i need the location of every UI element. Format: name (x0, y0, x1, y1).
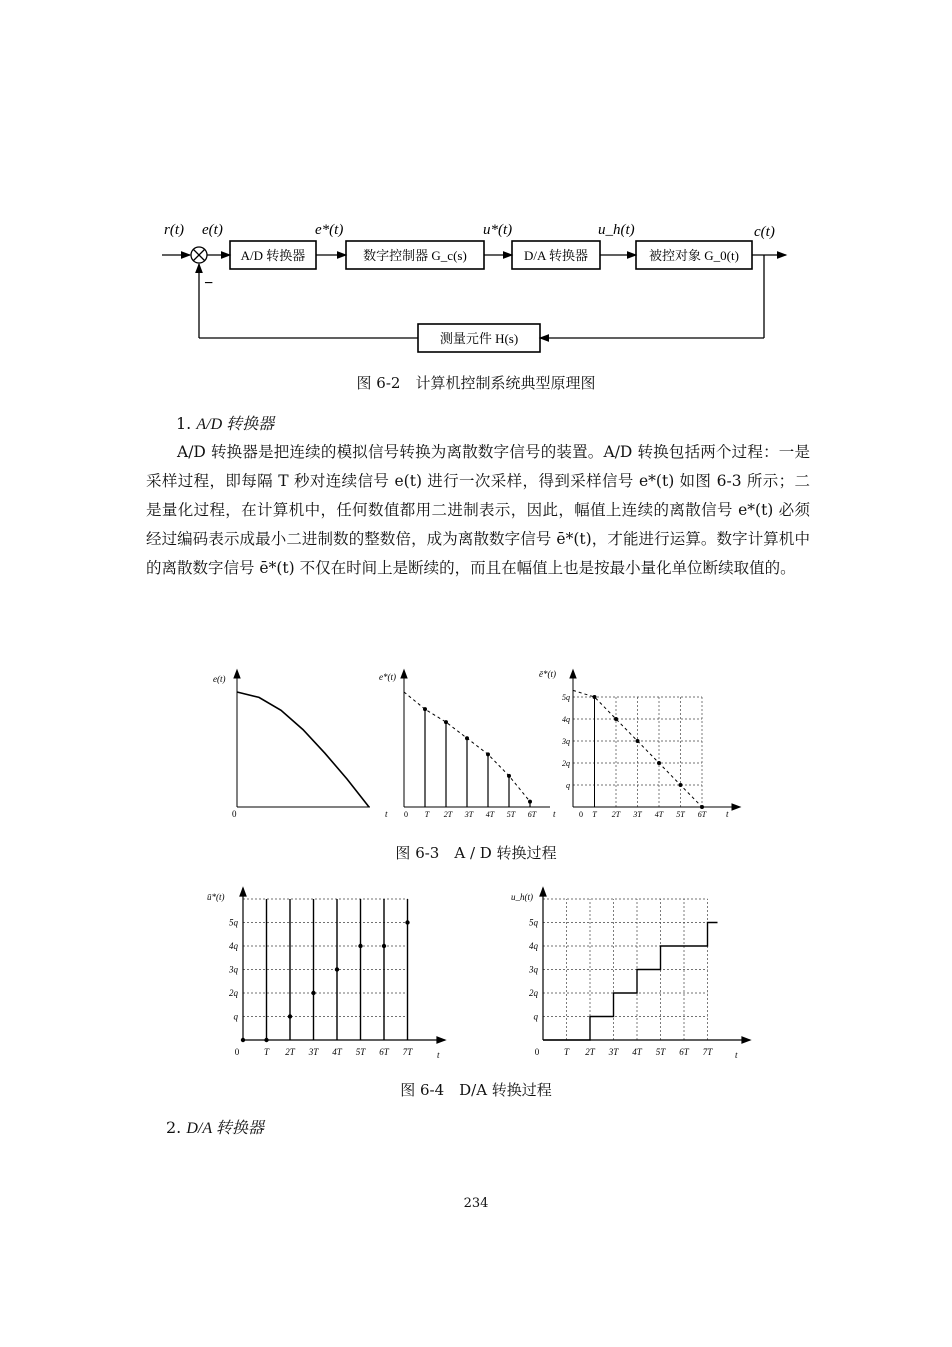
q1-x-tick: 3T (308, 1047, 319, 1057)
q2-x-tick: 6T (679, 1047, 689, 1057)
p3-ylabel: ē*(t) (539, 669, 556, 679)
q2-xlabel: t (735, 1050, 738, 1060)
q1-point (335, 967, 339, 971)
q1-point (264, 1038, 268, 1042)
sensor-block-label: 测量元件 H(s) (439, 331, 519, 346)
p2-x-tick: 3T (464, 810, 474, 819)
p2-sample-point (444, 720, 448, 724)
p3-x-tick: T (592, 810, 597, 819)
q2-y-tick: 2q (529, 988, 538, 998)
q1-x-tick: T (263, 1047, 270, 1057)
p2-ylabel: e*(t) (379, 672, 396, 682)
block-diagram (150, 208, 800, 358)
q1-x-tick: 0 (234, 1047, 240, 1057)
sentence-2: A/D 转换包括两个过程：一是采样过程，即每隔 T 秒对连续信号 e(t) 进行一次采样，得到采样信号 e*(t) 如图 6-3 所示；二是量化过程，在计算机中，任何数值都用二进制表示，因此，幅值上连续的离散信号 e*(t) 必须经过编码表示成最小二进制数的整数倍，成为离散数字信号 ē*(t)，才能进行运算。 (146, 443, 810, 548)
q1-point (382, 944, 386, 948)
sentence-1: A/D 转换器是把连续的模拟信号转换为离散数字信号的装置。 (177, 443, 604, 461)
p2-sample-point (486, 752, 490, 756)
q1-point (241, 1038, 245, 1042)
section1-number: 1. (176, 414, 192, 433)
section1-title: A/D 转换器 (196, 416, 275, 433)
label-c: c(t) (754, 224, 775, 240)
fig63-caption: 图 6-3 A / D 转换过程 (395, 844, 557, 862)
p2-x-tick: 0 (404, 810, 408, 819)
p3-y-tick: 3q (562, 737, 570, 746)
q2-y-tick: 5q (529, 917, 538, 928)
p2-sample-point (423, 707, 427, 711)
q1-y-tick: 5q (229, 917, 238, 928)
q2-x-tick: 3T (608, 1047, 619, 1057)
q2-y-tick: q (533, 1011, 538, 1022)
label-u-star: u*(t) (483, 222, 513, 238)
ad-block-label: A/D 转换器 (240, 248, 306, 263)
p3-quant-point (636, 739, 640, 743)
p3-quant-point (700, 805, 704, 809)
q1-x-tick: 5T (355, 1047, 366, 1057)
section2-number: 2. (166, 1118, 182, 1137)
p2-x-tick: 6T (527, 810, 537, 819)
q1-ylabel: ū*(t) (207, 892, 225, 902)
fig63-charts (205, 660, 750, 825)
q1-point (358, 944, 362, 948)
plant-block-label: 被控对象 G_0(t) (649, 248, 739, 263)
p3-y-tick: 2q (562, 759, 570, 768)
q1-x-tick: 2T (285, 1047, 295, 1057)
q1-point (288, 1014, 292, 1018)
section2-heading (166, 1115, 264, 1138)
q1-xlabel: t (437, 1050, 440, 1060)
section2-title: D/A 转换器 (186, 1120, 264, 1137)
fig64-charts (195, 880, 760, 1065)
p3-x-tick: 2T (611, 810, 621, 819)
p3-quant-point (614, 717, 618, 721)
fig62-caption: 图 6-2 计算机控制系统典型原理图 (356, 374, 596, 392)
p3-x-tick: 4T (654, 810, 664, 819)
q1-y-tick: 3q (229, 964, 238, 975)
p3-xlabel: t (726, 809, 729, 819)
q2-x-tick: 0 (534, 1047, 540, 1057)
page-number: 234 (463, 1196, 489, 1211)
q1-point (311, 991, 315, 995)
p3-x-tick: 0 (579, 810, 583, 819)
p3-quant-point (593, 695, 597, 699)
p1-origin: 0 (232, 809, 237, 819)
q1-x-tick: 4T (332, 1047, 342, 1057)
label-uh: u_h(t) (598, 222, 635, 238)
p1-xlabel: t (385, 809, 388, 819)
p1-curve (237, 692, 369, 807)
p2-x-tick: T (424, 810, 430, 819)
label-e-star: e*(t) (315, 222, 344, 238)
fig64-caption: 图 6-4 D/A 转换过程 (400, 1081, 552, 1099)
p3-x-tick: 5T (676, 810, 685, 819)
q2-step-line (543, 923, 718, 1041)
p2-xlabel: t (553, 809, 556, 819)
p2-x-tick: 5T (506, 810, 516, 819)
p2-x-tick: 2T (443, 810, 453, 819)
p2-sample-point (507, 774, 511, 778)
p2-x-tick: 4T (485, 810, 495, 819)
p2-sample-point (465, 736, 469, 740)
da-block-label: D/A 转换器 (524, 248, 588, 263)
p3-y-tick: 4q (562, 715, 570, 724)
p2-sample-point (528, 800, 532, 804)
q1-y-tick: q (233, 1011, 238, 1022)
q2-x-tick: 5T (655, 1047, 666, 1057)
q2-x-tick: 2T (585, 1047, 595, 1057)
q2-ylabel: u_h(t) (511, 892, 533, 902)
q2-y-tick: 3q (529, 964, 538, 975)
q1-x-tick: 7T (402, 1047, 413, 1057)
q1-y-tick: 2q (229, 988, 238, 998)
section1-heading (176, 411, 274, 434)
q2-x-tick: T (563, 1047, 570, 1057)
label-r: r(t) (164, 222, 184, 238)
q1-x-tick: 6T (379, 1047, 389, 1057)
p3-y-tick: q (566, 781, 570, 790)
q1-point (405, 920, 409, 924)
p3-x-tick: 6T (697, 810, 707, 819)
p3-quant-point (679, 783, 683, 787)
p3-y-tick: 5q (562, 693, 570, 702)
p3-quant-point (657, 761, 661, 765)
controller-block-label: 数字控制器 G_c(s) (363, 248, 467, 263)
sentence-3: 数字计算机中的离散数字信号 ē*(t) 不仅在时间上是断续的，而且在幅值上也是按最小量化单位断续取值的。 (146, 530, 810, 577)
q2-x-tick: 4T (632, 1047, 642, 1057)
label-minus: − (204, 275, 214, 292)
body-paragraph (146, 438, 810, 583)
p3-x-tick: 3T (633, 810, 642, 819)
q1-y-tick: 4q (229, 941, 238, 951)
p1-ylabel: e(t) (213, 674, 226, 684)
label-e: e(t) (202, 222, 223, 238)
q2-x-tick: 7T (702, 1047, 713, 1057)
q2-y-tick: 4q (529, 941, 538, 951)
